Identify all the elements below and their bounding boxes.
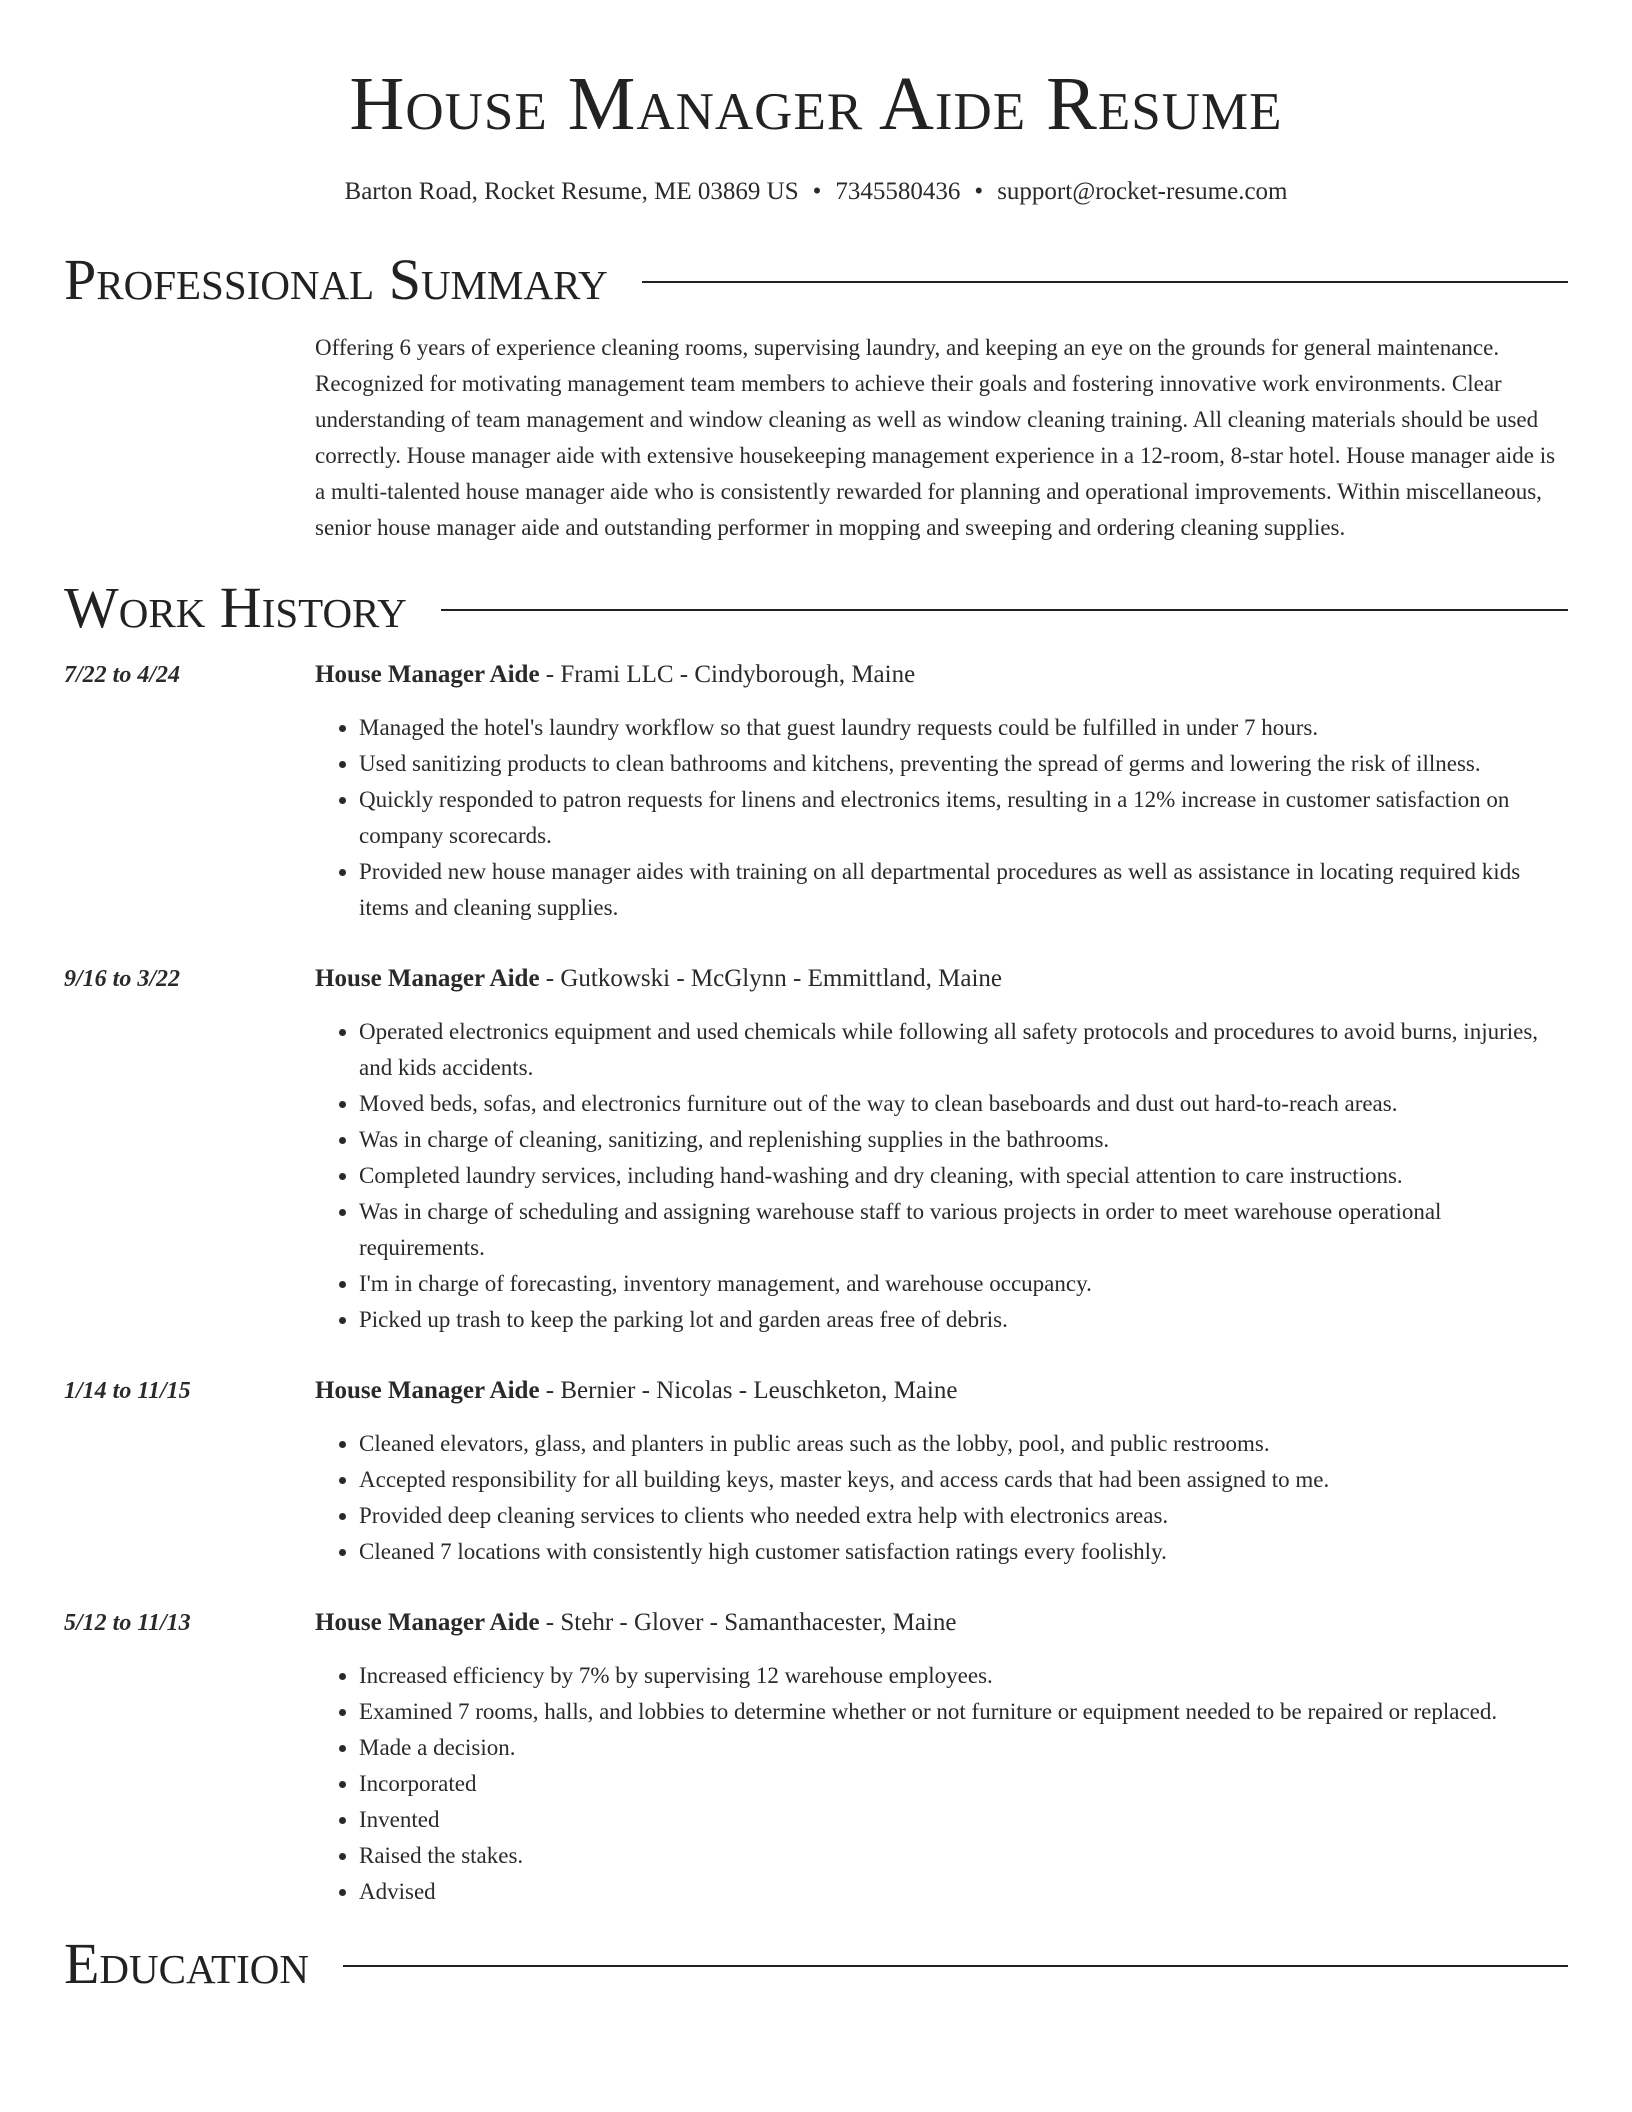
list-item: • Cleaned elevators, glass, and planters in public areas such as the lobby, pool, and public restrooms. <box>359 1426 1568 1462</box>
job-body <box>315 962 1568 1338</box>
job-bullets <box>315 1426 1568 1570</box>
job-entry <box>64 962 1568 1338</box>
list-item: • Operated electronics equipment and used chemicals while following all safety protocols and procedures to avoid burns, injuries, and kids accidents. <box>359 1014 1568 1086</box>
job-title-line <box>315 658 1568 692</box>
contact-separator: • <box>812 178 822 205</box>
job-employer: - Frami LLC - Cindyborough, Maine <box>539 661 916 688</box>
job-dates: 9/16 to 3/22 <box>64 966 181 992</box>
job-bullets <box>315 1014 1568 1338</box>
job-entry <box>64 1374 1568 1570</box>
section-header-education <box>64 1932 1568 1996</box>
list-item: • Quickly responded to patron requests for linens and electronics items, resulting in a 12% increase in customer satisfaction on company scorecards. <box>359 782 1568 854</box>
job-body <box>315 1606 1568 1910</box>
contact-line <box>64 176 1568 208</box>
list-item: • I'm in charge of forecasting, inventory management, and warehouse occupancy. <box>359 1266 1568 1302</box>
list-item: • Made a decision. <box>359 1730 1568 1766</box>
section-header-summary <box>64 248 1568 312</box>
section-heading: Education <box>64 1931 309 1996</box>
job-employer: - Bernier - Nicolas - Leuschketon, Maine <box>539 1377 958 1404</box>
job-title-line <box>315 1606 1568 1640</box>
section-divider <box>441 609 1568 611</box>
list-item: • Provided new house manager aides with training on all departmental procedures as well as assistance in locating required kids items and cleaning supplies. <box>359 854 1568 926</box>
contact-separator: • <box>974 178 984 205</box>
list-item: • Incorporated <box>359 1766 1568 1802</box>
job-title-line <box>315 962 1568 996</box>
job-body <box>315 1374 1568 1570</box>
job-role: House Manager Aide <box>315 965 540 992</box>
list-item: • Increased efficiency by 7% by supervising 12 warehouse employees. <box>359 1658 1568 1694</box>
section-divider <box>642 281 1568 283</box>
job-bullets <box>315 710 1568 926</box>
work-history-list <box>64 658 1568 1910</box>
job-title-line <box>315 1374 1568 1408</box>
summary-text: Offering 6 years of experience cleaning rooms, supervising laundry, and keeping an eye on the grounds for general maintenance. Recognized for motivating management team members to achieve their goals and fostering innovative work environments. Clear understanding of team management and window cleaning as well as window cleaning training. All cleaning materials should be used correctly. House manager aide with extensive housekeeping management experience in a 12-room, 8-star hotel. House manager aide is a multi-talented house manager aide who is consistently rewarded for planning and operational improvements. Within miscellaneous, senior house manager aide and outstanding performer in mopping and sweeping and ordering cleaning supplies. <box>315 335 1556 540</box>
section-heading: Professional Summary <box>64 247 608 312</box>
list-item: • Examined 7 rooms, halls, and lobbies to determine whether or not furniture or equipment needed to be repaired or replaced. <box>359 1694 1568 1730</box>
job-body <box>315 658 1568 926</box>
list-item: • Raised the stakes. <box>359 1838 1568 1874</box>
section-divider <box>343 1965 1568 1967</box>
job-bullets <box>315 1658 1568 1910</box>
list-item: • Picked up trash to keep the parking lot and garden areas free of debris. <box>359 1302 1568 1338</box>
job-dates: 1/14 to 11/15 <box>64 1378 191 1404</box>
resume-title: House Manager Aide Resume <box>349 62 1283 146</box>
list-item: • Cleaned 7 locations with consistently high customer satisfaction ratings every foolishly. <box>359 1534 1568 1570</box>
list-item: • Accepted responsibility for all building keys, master keys, and access cards that had been assigned to me. <box>359 1462 1568 1498</box>
job-employer: - Stehr - Glover - Samanthacester, Maine <box>539 1609 957 1636</box>
job-role: House Manager Aide <box>315 1377 540 1404</box>
list-item: • Was in charge of cleaning, sanitizing, and replenishing supplies in the bathrooms. <box>359 1122 1568 1158</box>
section-heading: Work History <box>64 575 407 640</box>
job-employer: - Gutkowski - McGlynn - Emmittland, Maine <box>539 965 1002 992</box>
list-item: • Moved beds, sofas, and electronics furniture out of the way to clean baseboards and dust out hard-to-reach areas. <box>359 1086 1568 1122</box>
job-role: House Manager Aide <box>315 1609 540 1636</box>
contact-phone: 7345580436 <box>835 178 961 205</box>
job-dates: 7/22 to 4/24 <box>64 662 181 688</box>
job-role: House Manager Aide <box>315 661 540 688</box>
section-header-work-history <box>64 576 1568 640</box>
contact-email: support@rocket-resume.com <box>997 178 1288 205</box>
list-item: • Advised <box>359 1874 1568 1910</box>
list-item: • Provided deep cleaning services to clients who needed extra help with electronics areas. <box>359 1498 1568 1534</box>
job-entry <box>64 658 1568 926</box>
list-item: • Invented <box>359 1802 1568 1838</box>
list-item: • Completed laundry services, including hand-washing and dry cleaning, with special attention to care instructions. <box>359 1158 1568 1194</box>
contact-address: Barton Road, Rocket Resume, ME 03869 US <box>344 178 799 205</box>
list-item: • Used sanitizing products to clean bathrooms and kitchens, preventing the spread of germs and lowering the risk of illness. <box>359 746 1568 782</box>
list-item: • Was in charge of scheduling and assigning warehouse staff to various projects in order to meet warehouse operational requirements. <box>359 1194 1568 1266</box>
job-entry <box>64 1606 1568 1910</box>
job-dates: 5/12 to 11/13 <box>64 1610 191 1636</box>
list-item: • Managed the hotel's laundry workflow so that guest laundry requests could be fulfilled in under 7 hours. <box>359 710 1568 746</box>
